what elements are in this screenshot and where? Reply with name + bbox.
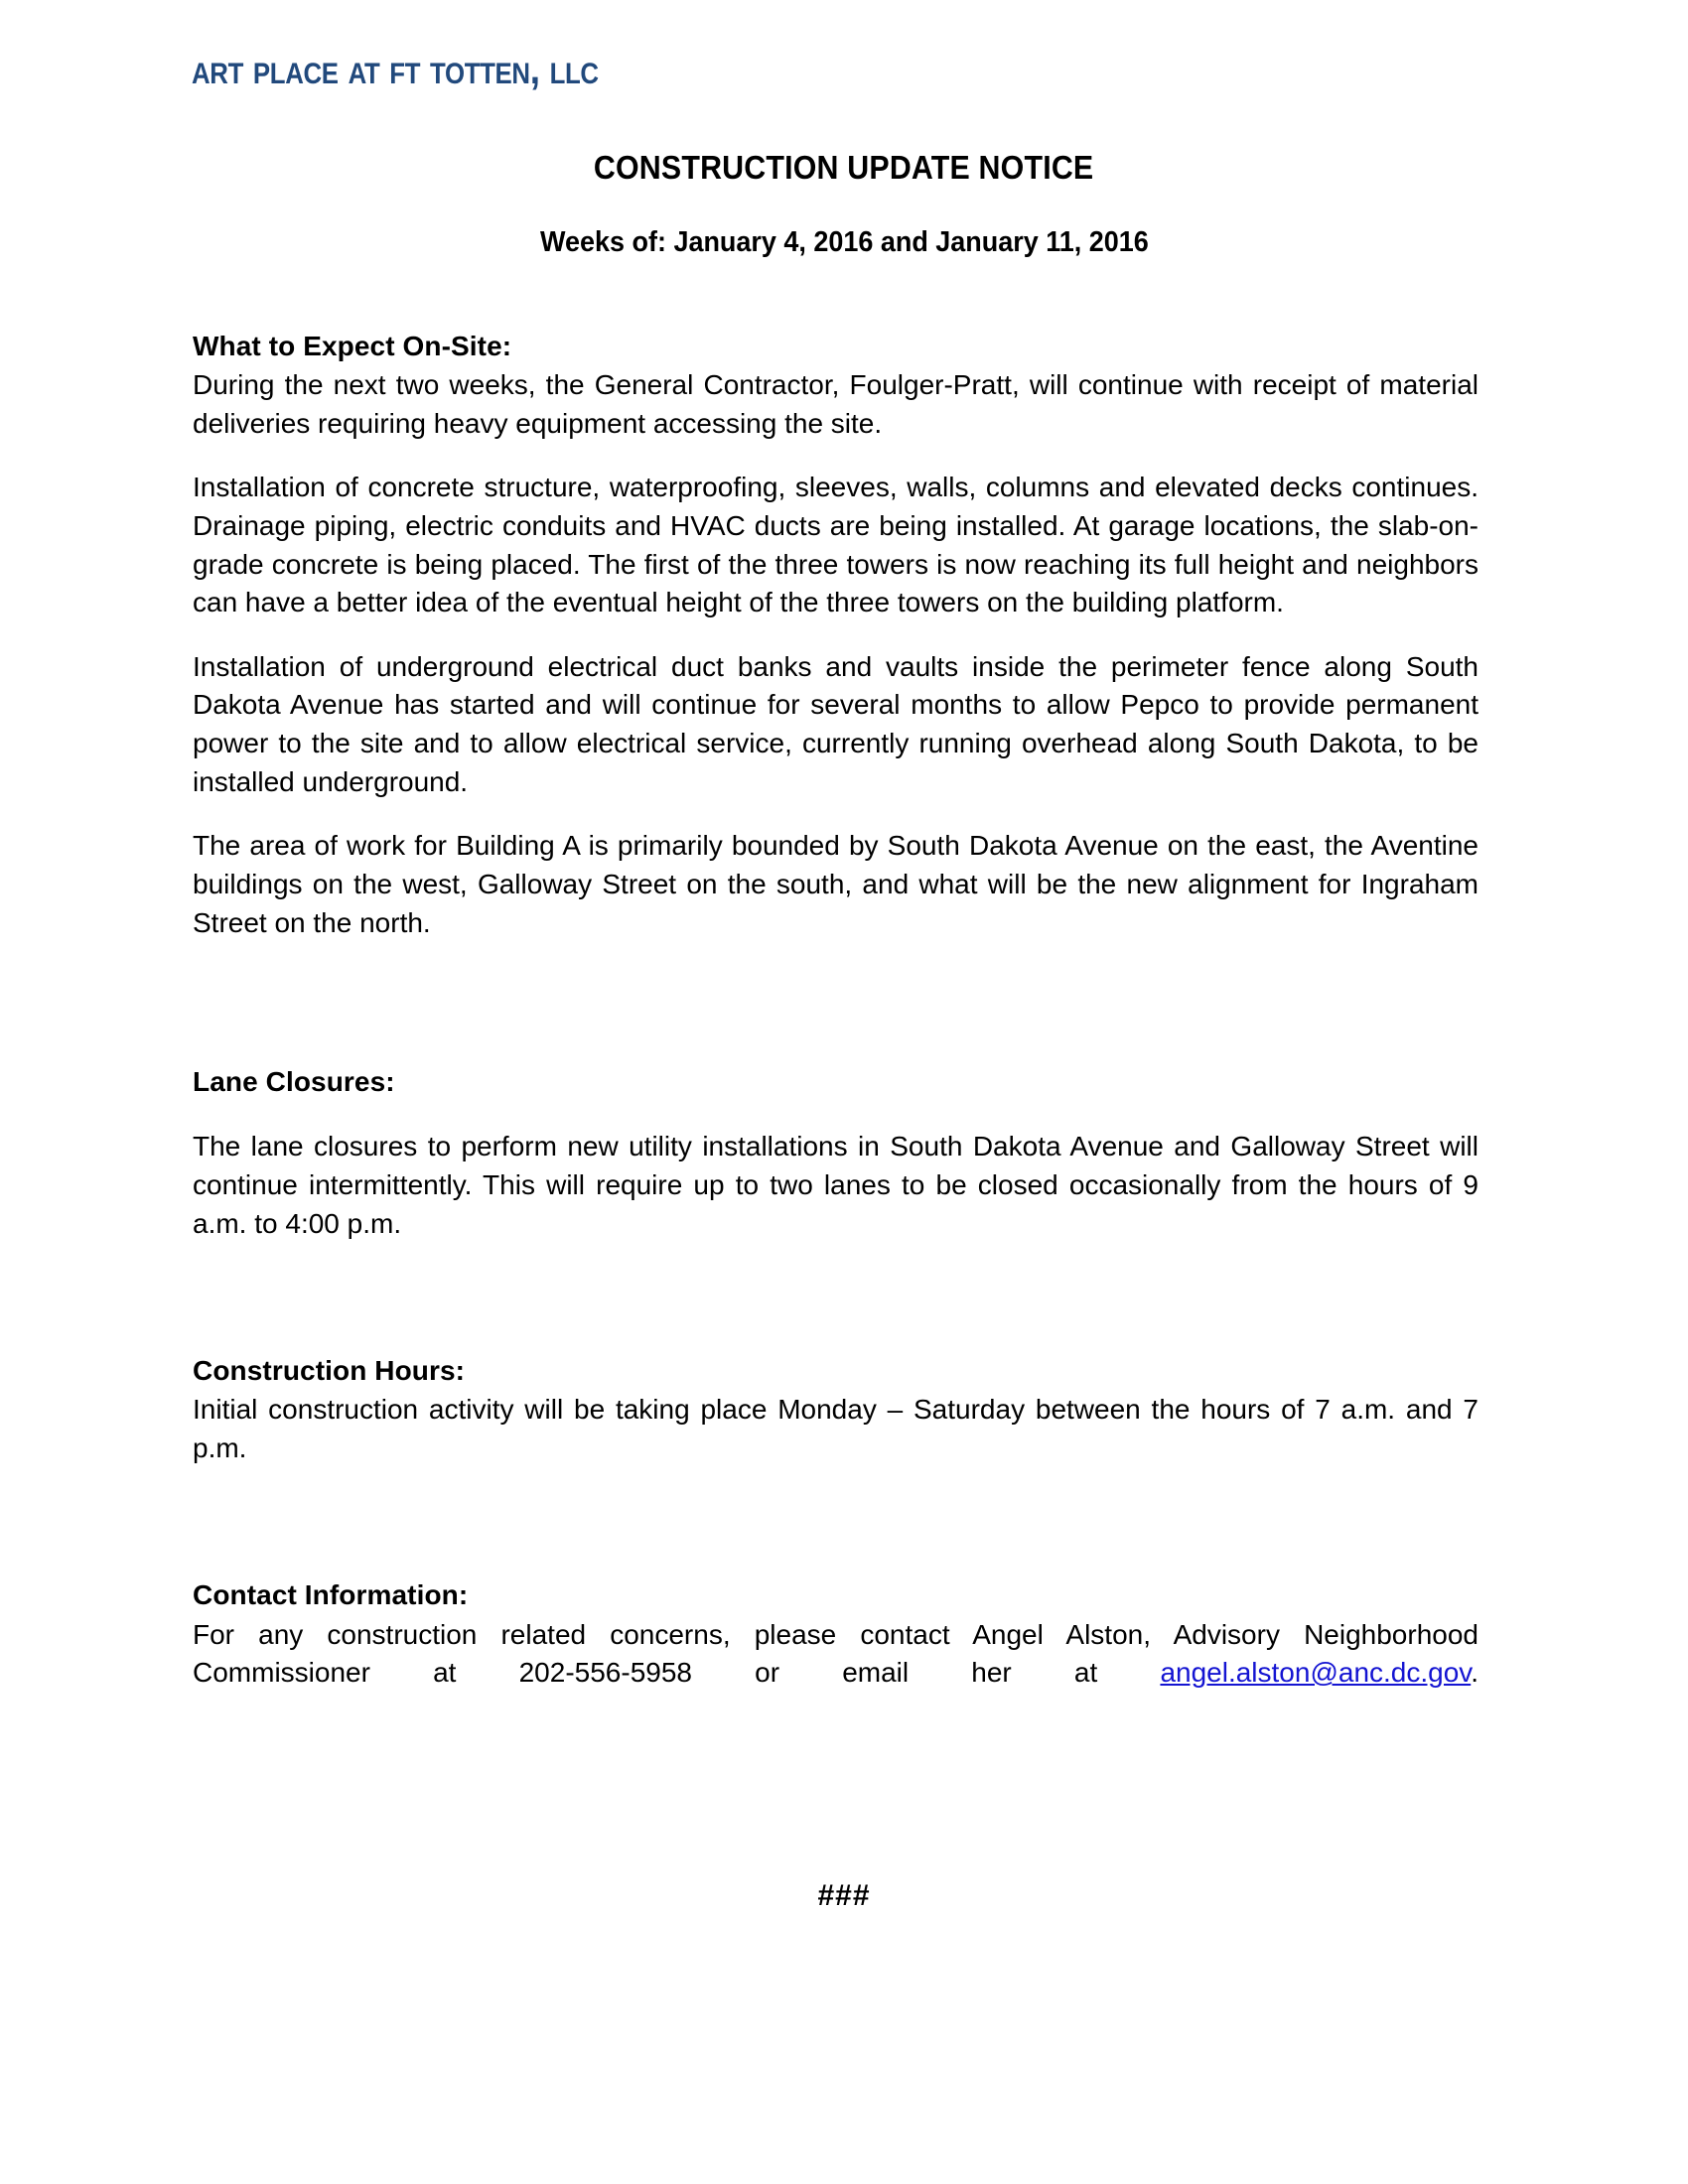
- spacer: [193, 1467, 1478, 1576]
- page-title: [0, 149, 1688, 187]
- document-body: [193, 328, 1478, 1730]
- paragraph-expect-4: The area of work for Building A is primarily bounded by South Dakota Avenue on the east, the Aventine buildings on the west, Galloway Street on the south, and what will be the new alignment for Ingraham Street on the north.: [193, 830, 1478, 938]
- paragraph-contact-1: [193, 1616, 1478, 1731]
- contact-text-suffix: .: [1471, 1657, 1478, 1689]
- page-subtitle-dates: [0, 226, 1688, 259]
- paragraph-expect-3: Installation of underground electrical duct banks and vaults inside the perimeter fence along South Dakota Avenue has started and will continue for several months to allow Pepco to provide permanent power to the site and to allow electrical service, currently running overhead along South Dakota, to be installed underground.: [193, 650, 1478, 797]
- spacer: [193, 622, 1478, 648]
- letterhead-logo: art place at ft totten, llc: [192, 46, 599, 93]
- end-of-document-mark: ###: [817, 1879, 871, 1912]
- paragraph-expect-1: During the next two weeks, the General Contractor, Foulger-Pratt, will continue with receipt of material deliveries requiring heavy equipment accessing the site.: [193, 369, 1478, 439]
- section-heading-lane-closures: Lane Closures:: [193, 1066, 395, 1098]
- spacer: [193, 1243, 1478, 1352]
- section-heading-contact-information: Contact Information:: [193, 1579, 469, 1611]
- section-heading-construction-hours: Construction Hours:: [193, 1355, 466, 1387]
- spacer: [193, 443, 1478, 469]
- section-heading-what-to-expect: What to Expect On-Site:: [193, 331, 512, 361]
- spacer: [193, 942, 1478, 1063]
- paragraph-lane-closures-1: The lane closures to perform new utility installations in South Dakota Avenue and Galloway Street will continue intermittently. This will require up to two lanes to be closed occasionally from the hours of 9 a.m. to 4:00 p.m.: [193, 1131, 1478, 1239]
- contact-text-prefix: For any construction related concerns, please contact Angel Alston, Advisory Neighborhood Commissioner at 202-556-5958 or email her at: [193, 1618, 1478, 1689]
- page-subtitle-text: Weeks of: January 4, 2016 and January 11, 2016: [539, 226, 1149, 258]
- paragraph-expect-2: Installation of concrete structure, waterproofing, sleeves, walls, columns and elevated decks continues. Drainage piping, electric conduits and HVAC ducts are being installed. At garage locations, the slab-on-grade concrete is being placed. The first of the three towers is now reaching its full height and neighbors can have a better idea of the eventual height of the three towers on the building platform.: [193, 472, 1478, 618]
- paragraph-construction-hours-1: Initial construction activity will be taking place Monday – Saturday between the hours of 7 a.m. and 7 p.m.: [193, 1394, 1478, 1463]
- spacer: [193, 1102, 1478, 1128]
- spacer: [193, 801, 1478, 827]
- contact-email-link[interactable]: angel.alston@anc.dc.gov: [1160, 1657, 1472, 1689]
- page-title-text: CONSTRUCTION UPDATE NOTICE: [594, 149, 1094, 186]
